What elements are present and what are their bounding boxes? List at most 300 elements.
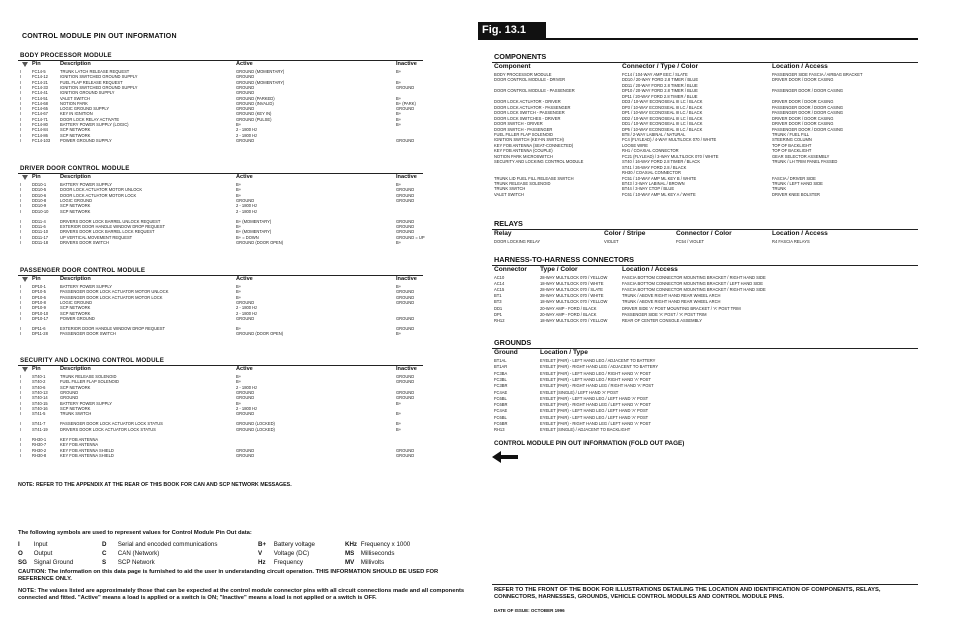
row-marker: I	[20, 90, 22, 96]
table-cell: TRUNK RELEASE SOLENOID	[494, 181, 551, 186]
table-cell: GROUND	[396, 294, 415, 300]
table-cell: B+	[396, 284, 402, 289]
column-header: Location / Type	[540, 349, 588, 356]
row-marker: I	[20, 310, 22, 316]
table-cell: PASSENGER SIDE 'A' POST / 'A' POST TRIM	[622, 311, 707, 317]
row-marker: I	[20, 326, 22, 332]
table-cell: FC6BL	[494, 395, 507, 401]
column-header: Pin	[32, 366, 41, 372]
table-cell: DP10-8	[32, 299, 46, 305]
column-header: Active	[236, 174, 253, 180]
table-cell: B+	[396, 426, 402, 432]
table-cell: DP11 / 20-WAY FORD 2.8 TIMER / BLUE	[622, 93, 698, 99]
table-cell: DD10-10	[32, 208, 49, 214]
table-cell: TRUNK SWITCH	[494, 186, 526, 192]
table-cell: SCP NETWORK	[60, 127, 91, 133]
table-row	[0, 203, 430, 208]
table-row	[0, 181, 930, 186]
table-cell: TRUNK / LH TRIM PANEL PASSED	[772, 159, 838, 165]
table-cell: FC4 (FLYLEAD) / 4-WAY MULTILOCK 070 / WHITE	[622, 137, 717, 143]
table-cell: POWER GROUND SUPPLY	[60, 137, 112, 143]
table-cell: KEY IN IGNITION	[60, 111, 93, 117]
table-cell: DD1 / 10-WAY ECONOSEAL III LC / BLACK	[622, 121, 703, 127]
table-cell: FC14-67	[32, 111, 48, 117]
table-cell: FC3BL	[494, 376, 507, 382]
table-cell: DRIVER KNEE BOLSTER	[772, 191, 820, 197]
column-header: Ground	[494, 349, 518, 356]
table-cell: BT8 / 2-WAY LABINAL / NATURAL	[622, 131, 686, 137]
column-header: Color / Stripe	[604, 230, 646, 237]
table-row	[0, 105, 930, 110]
table-cell: EYELET (PAIR) - LEFT HAND LEG / RIGHT HAND 'A' POST	[540, 376, 651, 382]
legend-symbol: V	[258, 550, 263, 557]
table-cell: 2 - 1800 Hz	[236, 203, 258, 209]
table-row	[0, 143, 930, 148]
table-cell: DRIVER DOOR / DOOR CASING	[772, 115, 834, 121]
table-cell: GROUND (DOOR OPEN)	[236, 331, 284, 337]
table-row	[0, 209, 430, 214]
column-header: Inactive	[396, 276, 417, 282]
table-row	[0, 148, 930, 153]
table-row	[0, 127, 930, 132]
table-cell: TRUNK LID FUEL FILL RELEASE SWITCH	[494, 175, 574, 181]
table-cell: ST40-1	[32, 374, 46, 379]
table-cell: DP10-10	[32, 310, 49, 316]
row-marker: I	[20, 106, 22, 112]
table-row	[0, 224, 430, 229]
table-cell: B+	[396, 69, 402, 74]
table-cell: DP10-6	[32, 294, 46, 300]
table-cell: FC51 / 10-WAY AMP ML KEY B / WHITE	[622, 175, 697, 181]
table-cell: SCP NETWORK	[60, 405, 91, 411]
column-header: Pin	[32, 174, 41, 180]
table-cell: BATTERY POWER SUPPLY	[60, 400, 113, 406]
table-cell: GROUND	[236, 106, 255, 112]
table-cell: FUEL FILLER FLAP SOLENOID	[494, 131, 553, 137]
table-row	[0, 364, 930, 369]
legend-item	[18, 541, 47, 548]
legend-meaning: Frequency	[272, 559, 303, 566]
row-marker: I	[20, 389, 22, 395]
section-title: GROUNDS	[494, 338, 532, 347]
table-row	[0, 192, 930, 197]
row-marker: I	[20, 132, 22, 138]
table-cell: FUEL FILLER FLAP SOLENOID	[60, 379, 119, 385]
table-cell: STEERING COLUMN	[772, 137, 812, 143]
table-cell: 2 - 1800 Hz	[236, 127, 258, 133]
table-cell: GROUND = UP	[396, 234, 425, 240]
table-cell: EYELET (PAIR) - LEFT HAND LEG / LEFT HAND 'A' POST	[540, 414, 649, 420]
values-note: NOTE: The values listed are approximately those that can be expected at the control module connector pins with all circuit connections made and all components connected and fitted. "Active" means a load is applied or a switch is ON; "Inactive" means a load is not applied or a switch is OFF.	[18, 588, 465, 601]
legend-symbol: D	[102, 541, 107, 548]
table-cell: DD10-6	[32, 192, 47, 198]
table-row	[0, 287, 930, 295]
table-cell: TRUNK LATCH RELEASE REQUEST	[60, 69, 130, 74]
table-cell: 18-WAY MULTILOCK 070 / YELLOW	[540, 317, 608, 323]
table-cell: B+	[396, 95, 402, 101]
table-cell: DD10-5	[32, 187, 47, 193]
table-cell: ST40-16	[32, 405, 48, 411]
row-marker: I	[20, 405, 22, 411]
row-marker: I	[20, 284, 22, 289]
row-marker: I	[20, 111, 22, 117]
row-marker: I	[20, 374, 22, 379]
table-cell: SCP NETWORK	[60, 132, 91, 138]
table-cell: IGNITION SWITCH (KEY-IN SWITCH)	[494, 137, 564, 143]
table-row	[0, 132, 930, 137]
table-row	[0, 396, 930, 401]
table-cell: DP11-6	[32, 326, 46, 332]
table-cell: GROUND	[396, 106, 415, 112]
table-cell: GROUND	[396, 389, 415, 395]
row-marker: I	[20, 197, 22, 203]
table-cell: KEY FOB ANTENNA SHIELD	[60, 447, 114, 453]
table-cell: GROUND	[396, 374, 415, 379]
table-cell: FC14-65	[32, 106, 48, 112]
table-cell: EYELET (PAIR) - LEFT HAND LEG / ADJACENT TO BATTERY	[540, 358, 656, 363]
table-cell: SCP NETWORK	[60, 208, 91, 214]
column-header: Location / Access	[772, 63, 828, 70]
table-cell: IGNITION SWITCHED GROUND SUPPLY	[60, 74, 138, 80]
table-cell: BATTERY POWER SUPPLY	[60, 182, 113, 187]
table-cell: GROUND	[236, 452, 255, 458]
row-marker: I	[20, 411, 22, 417]
table-cell: BT44 / 3-WAY CTOP / BLUE	[622, 186, 675, 192]
table-cell: FUEL FLAP RELEASE REQUEST	[60, 79, 123, 85]
table-cell: EYELET (PAIR) - RIGHT HAND LEG / RIGHT HAND 'A' POST	[540, 383, 654, 389]
table-row	[0, 198, 430, 203]
column-header: Relay	[494, 230, 512, 237]
column-header: Active	[236, 61, 253, 67]
table-row	[0, 170, 930, 175]
legend-item	[345, 550, 394, 557]
table-cell: ST40-14	[32, 395, 48, 401]
table-cell: TRUNK RELEASE SOLENOID	[60, 374, 117, 379]
column-header: Inactive	[396, 174, 417, 180]
table-cell: TRUNK	[772, 186, 787, 192]
table-row	[0, 229, 430, 234]
table-row	[0, 326, 430, 331]
table-cell: DRIVERS DOOR LOCK BARREL UNLOCK REQUEST	[60, 218, 161, 224]
legend-item	[258, 550, 309, 557]
issue-date: DATE OF ISSUE: OCTOBER 1996	[494, 608, 565, 613]
table-cell: DRIVERS DOOR SWITCH	[60, 240, 109, 245]
table-cell: EXTERIOR DOOR HANDLE WINDOW DROP REQUEST	[60, 326, 166, 332]
column-header: Description	[60, 366, 91, 372]
table-cell: EYELET (PAIR) - LEFT HAND LEG / LEFT HAND 'A' POST	[540, 408, 649, 414]
legend-intro: The following symbols are used to represent values for Control Module Pin Out data:	[18, 530, 252, 536]
table-row	[0, 219, 430, 224]
table-cell: GROUND	[396, 192, 415, 198]
table-cell: KEY FOB ANTENNA (SEAT-CONNECTED)	[494, 142, 574, 148]
table-cell: DD11-10	[32, 229, 49, 235]
foldout-title: CONTROL MODULE PIN OUT INFORMATION (FOLD OUT PAGE)	[494, 440, 685, 447]
table-cell: GROUND	[236, 411, 255, 417]
table-cell: GROUND	[396, 447, 415, 453]
table-cell: DOOR LOCK ACTUATOR - DRIVER	[494, 99, 561, 105]
table-cell: EYELET (PAIR) - LEFT HAND LEG / LEFT HAND 'A' POST	[540, 395, 649, 401]
table-cell: BT43 / 2-WAY LABINAL / BROWN	[622, 181, 685, 186]
table-cell: BATTERY POWER SUPPLY (LOGIC)	[60, 122, 129, 127]
table-cell: LOGIC GROUND	[60, 197, 93, 203]
table-cell: 2 - 1800 Hz	[236, 384, 258, 390]
row-marker: I	[20, 74, 22, 80]
table-row	[0, 77, 930, 82]
table-cell: BODY PROCESSOR MODULE	[494, 72, 552, 77]
table-cell: DP10-17	[32, 315, 49, 321]
table-cell: FC14-84	[32, 127, 48, 133]
table-row	[0, 390, 930, 395]
table-cell: REAR OF CENTER CONSOLE ASSEMBLY	[622, 317, 702, 323]
table-cell: FC14 / 104-WAY AMP EEC / SLATE	[622, 72, 688, 77]
row-marker: I	[20, 84, 22, 90]
column-header: Description	[60, 174, 91, 180]
table-cell: GROUND	[236, 395, 255, 401]
table-row	[0, 415, 930, 420]
table-row	[0, 137, 930, 142]
row-marker: I	[20, 421, 22, 427]
table-cell: DD11 / 20-WAY FORD 2.8 TIMER / BLUE	[622, 82, 698, 88]
row-marker: I	[20, 400, 22, 406]
table-cell: GROUND	[236, 389, 255, 395]
table-cell: GROUND	[396, 218, 415, 224]
row-marker: I	[20, 187, 22, 193]
legend-item	[345, 559, 384, 566]
table-cell: GROUND	[396, 315, 415, 321]
table-row	[0, 293, 930, 298]
table-cell: GROUND (LOCKED)	[236, 421, 275, 427]
table-cell: GROUND (DOOR OPEN)	[236, 240, 284, 245]
row-marker: I	[20, 203, 22, 209]
table-cell: 2 - 1800 Hz	[236, 405, 258, 411]
section-rule	[492, 62, 918, 63]
table-cell: FASCIA BOTTOM CONNECTOR MOUNTING BRACKET / LEFT HAND SIDE	[622, 281, 763, 287]
table-row	[0, 99, 930, 104]
table-row	[0, 176, 930, 181]
table-cell: DD11-18	[32, 240, 49, 245]
table-cell: LOGIC GROUND	[60, 299, 93, 305]
table-cell: DP10 / 20-WAY FORD 2.8 TIMER / BLUE	[622, 88, 698, 94]
table-cell: GROUND (PULSE)	[236, 116, 272, 122]
table-cell: FASCIA BOTTOM CONNECTOR MOUNTING BRACKET / RIGHT HAND SIDE	[622, 275, 766, 280]
table-row	[0, 453, 430, 458]
legend-meaning: Millivolts	[359, 559, 385, 566]
row-marker: I	[20, 182, 22, 187]
table-row	[0, 312, 930, 317]
table-cell: GROUND (INVALID)	[236, 100, 274, 106]
table-row	[0, 83, 930, 88]
table-cell: DP10-9	[32, 305, 46, 311]
legend-meaning: Frequency x 1000	[359, 541, 411, 548]
table-row	[0, 358, 930, 363]
legend-symbol: B+	[258, 541, 267, 548]
header-rule	[478, 38, 918, 40]
table-cell: RH30 / COAXIAL CONNECTOR	[622, 170, 681, 176]
table-cell: SCP NETWORK	[60, 310, 91, 316]
table-cell: EXTERIOR DOOR HANDLE WINDOW DROP REQUEST	[60, 224, 166, 230]
table-cell: PASSENGER DOOR LOCK ACTUATOR MOTOR UNLOCK	[60, 289, 169, 295]
table-cell: GROUND	[396, 395, 415, 401]
refer-text: REFER TO THE FRONT OF THE BOOK FOR ILLUSTRATIONS DETAILING THE LOCATION AND IDENTIFICATION OF COMPONENTS, RELAYS, CONNECTORS, HARNESSES, GROUNDS, VEHICLE CONTROL MODULES AND CONTROL MODULE PINS.	[494, 587, 881, 600]
table-cell: VALET SWITCH	[60, 95, 90, 101]
table-cell: RH13	[494, 427, 505, 433]
table-cell: GROUND	[396, 137, 415, 143]
column-header: Connector / Type / Color	[622, 63, 699, 70]
legend-meaning: Voltage (DC)	[272, 550, 310, 557]
table-cell: KEY FOB ANTENNA	[60, 437, 99, 442]
table-cell: B+	[396, 182, 402, 187]
table-cell: FC14-21	[32, 79, 48, 85]
table-row	[0, 116, 930, 121]
table-row	[0, 448, 430, 453]
table-cell: B+	[396, 122, 402, 127]
table-cell: DP1 / 10-WAY ECONOSEAL III LC / BLACK	[622, 110, 703, 116]
row-marker: I	[20, 137, 22, 143]
legend-symbol: SG	[18, 559, 27, 566]
row-marker: I	[20, 234, 22, 240]
table-cell: B+	[236, 294, 242, 300]
column-header: Active	[236, 366, 253, 372]
table-cell: DD10-8	[32, 197, 47, 203]
table-cell: NOTION PARK MICROSWITCH	[494, 153, 553, 159]
row-marker: I	[20, 127, 22, 133]
table-cell: EYELET (PAIR) - LEFT HAND LEG / RIGHT HAND 'A' POST	[540, 370, 651, 376]
table-cell: B+	[236, 379, 242, 385]
table-cell: DD10-9	[32, 203, 47, 209]
table-cell: FASCIA BOTTOM CONNECTOR MOUNTING BRACKET / RIGHT HAND SIDE	[622, 287, 766, 293]
table-row	[0, 154, 930, 159]
row-marker: I	[20, 442, 22, 448]
table-cell: SCP NETWORK	[60, 305, 91, 311]
table-cell: EYELET (SINGLE) / LEFT HAND 'A' POST	[540, 389, 619, 395]
table-cell: RH1 / COAXIAL CONNECTOR	[622, 148, 679, 154]
table-cell: 20-WAY AMP - FORD / BLACK	[540, 311, 597, 317]
table-cell: PASSENGER SIDE FASCIA / AIRBAG BRACKET	[772, 72, 863, 77]
legend-item	[345, 541, 410, 548]
table-row	[0, 427, 930, 432]
row-marker: I	[20, 122, 22, 127]
table-cell: 2 - 1800 Hz	[236, 305, 258, 311]
section-title: RELAYS	[494, 219, 523, 228]
table-cell: DOOR LOCK RELAY ACTIVATE	[60, 116, 120, 122]
table-cell: DD11-4	[32, 218, 46, 224]
table-cell: B+ = DOWN	[236, 234, 259, 240]
legend-meaning: Serial and encoded communications	[116, 541, 218, 548]
table-row	[0, 281, 930, 286]
table-cell: DOOR CONTROL MODULE - PASSENGER	[494, 88, 575, 94]
table-cell: DRIVERS DOOR LOCK ACTUATOR LOCK STATUS	[60, 426, 156, 432]
table-cell: POWER GROUND	[60, 315, 95, 321]
table-cell: GROUND (PARKED)	[236, 95, 275, 101]
table-cell: DRIVER DOOR / DOOR CASING	[772, 99, 834, 105]
legend-symbol: KHz	[345, 541, 358, 548]
legend-item	[18, 550, 52, 557]
column-header: Connector	[494, 266, 527, 273]
table-cell: DP3 / 10-WAY ECONOSEAL III LC / BLACK	[622, 104, 703, 110]
table-cell: GROUND	[396, 452, 415, 458]
table-cell: TRUNK / ABOVE RIGHT HAND REAR WHEEL ARCH	[622, 299, 721, 305]
table-row	[0, 239, 930, 244]
table-cell: B+	[236, 192, 242, 198]
table-cell: IGNITION GROUND SUPPLY	[60, 90, 115, 96]
table-cell: PASSENGER DOOR LOCK ACTUATOR LOCK STATUS	[60, 421, 163, 427]
row-marker: I	[20, 331, 22, 337]
table-row	[0, 442, 430, 447]
legend-symbol: Hz	[258, 559, 266, 566]
table-cell: GROUND	[236, 197, 255, 203]
table-cell: FC6BL	[494, 414, 507, 420]
column-header: Component	[494, 63, 531, 70]
column-header: Pin	[32, 61, 41, 67]
legend-item	[102, 550, 159, 557]
row-marker: I	[20, 305, 22, 311]
table-cell: GROUND (MOMENTARY)	[236, 69, 285, 74]
table-cell: B+	[236, 326, 242, 332]
legend-symbol: MS	[345, 550, 355, 557]
table-cell: 2 - 1800 Hz	[236, 310, 258, 316]
table-cell: EYELET (PAIR) - RIGHT HAND LEG / LEFT HAND 'A' POST	[540, 421, 651, 426]
row-marker: I	[20, 437, 22, 442]
legend-item	[258, 559, 303, 566]
table-cell: EYELET (SINGLE) / ADJACENT TO BACKLIGHT	[540, 427, 631, 433]
table-cell: GROUND	[396, 379, 415, 385]
legend-item	[18, 559, 73, 566]
column-header: Description	[60, 61, 91, 67]
table-cell: AC14	[494, 281, 505, 287]
table-cell: TOP OF BACKLIGHT	[772, 148, 812, 154]
table-cell: GROUND	[396, 299, 415, 305]
column-header: Type / Color	[540, 266, 578, 273]
table-cell: VIOLET	[604, 239, 619, 244]
row-marker: I	[20, 447, 22, 453]
table-cell: DP11-28	[32, 331, 48, 337]
table-cell: 20-WAY AMP - FORD / BLACK	[540, 305, 597, 311]
table-cell: DD2 / 10-WAY ECONOSEAL III LC / BLACK	[622, 115, 703, 121]
table-cell: KEY FOB ANTENNA (COUPLE)	[494, 148, 553, 154]
table-cell: R4 FASCIA RELAYS	[772, 239, 810, 244]
table-cell: TRUNK / FUEL FILL	[772, 131, 810, 137]
table-cell: B+	[236, 224, 242, 230]
table-cell: GROUND	[236, 447, 255, 453]
table-cell: FC6BR	[494, 421, 508, 426]
table-row	[0, 110, 930, 115]
table-cell: DOOR LOCK ACTUATOR MOTOR UNLOCK	[60, 187, 143, 193]
table-cell: 18-WAY MULTILOCK 070 / YELLOW	[540, 299, 608, 305]
table-cell: B+	[236, 289, 242, 295]
table-cell: B+	[396, 111, 402, 117]
table-cell: B+	[396, 240, 402, 245]
table-row	[0, 437, 430, 442]
table-cell: RH30-7	[32, 442, 47, 448]
table-cell: B+	[396, 421, 402, 427]
table-cell: GROUND	[236, 84, 255, 90]
table-cell: FC6BR	[494, 402, 508, 408]
table-cell: NOTION PARK	[60, 100, 88, 106]
table-cell: FASCIA / DRIVER SIDE	[772, 175, 816, 181]
table-cell: GROUND	[236, 137, 255, 143]
network-note: NOTE: REFER TO THE APPENDIX AT THE REAR OF THIS BOOK FOR CAN AND SCP NETWORK MESSAGES.	[18, 482, 292, 488]
table-cell: 2 - 1800 Hz	[236, 132, 258, 138]
legend-symbol: S	[102, 559, 107, 566]
table-row	[0, 306, 930, 311]
table-cell: FC14-80	[32, 122, 48, 127]
table-cell: ST41-5	[32, 411, 46, 417]
section-title: BODY PROCESSOR MODULE	[20, 52, 112, 59]
table-cell: FC14-71	[32, 116, 48, 122]
table-cell: B+	[396, 79, 402, 85]
table-cell: GROUND	[236, 74, 255, 80]
table-row	[0, 186, 930, 191]
